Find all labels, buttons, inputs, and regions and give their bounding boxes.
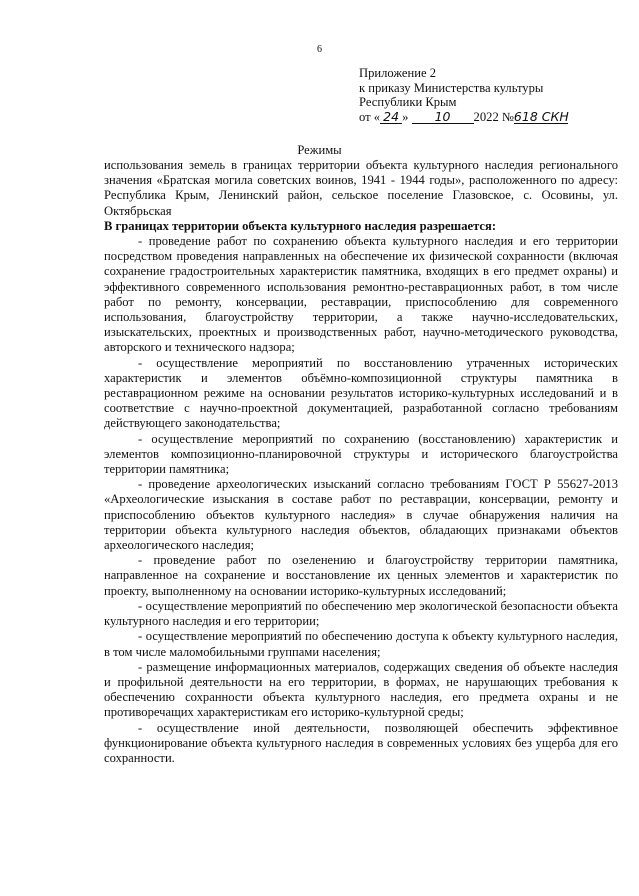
number-prefix: № <box>501 109 514 124</box>
document-body <box>104 158 618 766</box>
date-day-close: » <box>402 109 409 124</box>
document-title: Режимы <box>297 143 342 157</box>
date-day: 24 <box>380 111 402 124</box>
date-month: 10 <box>412 111 474 124</box>
permitted-item: - проведение археологических изысканий согласно требованиям ГОСТ Р 55627-2013 «Археологические изыскания в составе работ по реставрации, консервации, ремонту и приспособлению объектов культурного наследия» в случае обнаружения наличия на территории объекта культурного наследия объектов, обладающих признаками объектов археологического наследия; <box>104 477 618 553</box>
annex-date-line <box>359 110 629 125</box>
permitted-item: - проведение работ по сохранению объекта культурного наследия и его территории посредством проведения направленных на обеспечение их физической сохранности (включая сохранение градостроительных характеристик памятника, входящих в его предмет охраны) и эффективного современного использования ремонтно-реставрационных работ, в том числе работ по ремонту, консервации, реставрации, приспособлению для современного использования, благоустройству территории, а также научно-исследовательских, изыскательских, проектных и производственных работ, научно-методического руководства, авторского и технического надзора; <box>104 234 618 355</box>
annex-header <box>359 66 629 124</box>
section-heading: В границах территории объекта культурного наследия разрешается: <box>104 218 497 233</box>
intro-paragraph: использования земель в границах территории объекта культурного наследия регионального значения «Братская могила советских воинов, 1941 - 1944 годы», расположенного по адресу: Республика Крым, Ленинский район, сельское поселение Глазовское, с. Осовины, ул. Октябрьская <box>104 158 618 218</box>
page-number: 6 <box>317 44 322 55</box>
date-prefix: от « <box>359 109 381 124</box>
date-year: 2022 <box>473 109 499 124</box>
annex-region: Республики Крым <box>359 95 457 110</box>
permitted-item: - осуществление иной деятельности, позволяющей обеспечить эффективное функционирование объекта культурного наследия в современных условиях без ущерба для его сохранности. <box>104 720 618 765</box>
order-number: 618 СКН <box>513 108 569 124</box>
permitted-item: - осуществление мероприятий по обеспечению мер экологической безопасности объекта культурного наследия и его территории; <box>104 598 618 629</box>
permitted-item: - осуществление мероприятий по восстановлению утраченных исторических характеристик и элементов объёмно-композиционной структуры памятника в реставрационном режиме на основании результатов историко-культурных исследований и в соответствие с научно-проектной документацией, разработанной согласно требованиям действующего законодательства; <box>104 355 618 431</box>
permitted-item: - проведение работ по озеленению и благоустройству территории памятника, направленное на сохранение и восстановление их ценных элементов и характеристик по проекту, выполненному на основании историко-культурных исследований; <box>104 553 618 598</box>
permitted-item: - осуществление мероприятий по сохранению (восстановлению) характеристик и элементов композиционно-планировочной структуры и исторического благоустройства территории памятника; <box>104 431 618 477</box>
annex-order-ref: к приказу Министерства культуры <box>359 80 544 95</box>
permitted-item: - размещение информационных материалов, содержащих сведения об объекте наследия и профильной деятельности на его территории, в формах, не нарушающих требования к обеспечению сохранности объекта культурного наследия, его предмета охраны и не противоречащих характеристикам его историко-культурной среды; <box>104 659 618 720</box>
annex-title: Приложение 2 <box>359 66 437 80</box>
permitted-item: - осуществление мероприятий по обеспечению доступа к объекту культурного наследия, в том числе маломобильными группами населения; <box>104 629 618 659</box>
